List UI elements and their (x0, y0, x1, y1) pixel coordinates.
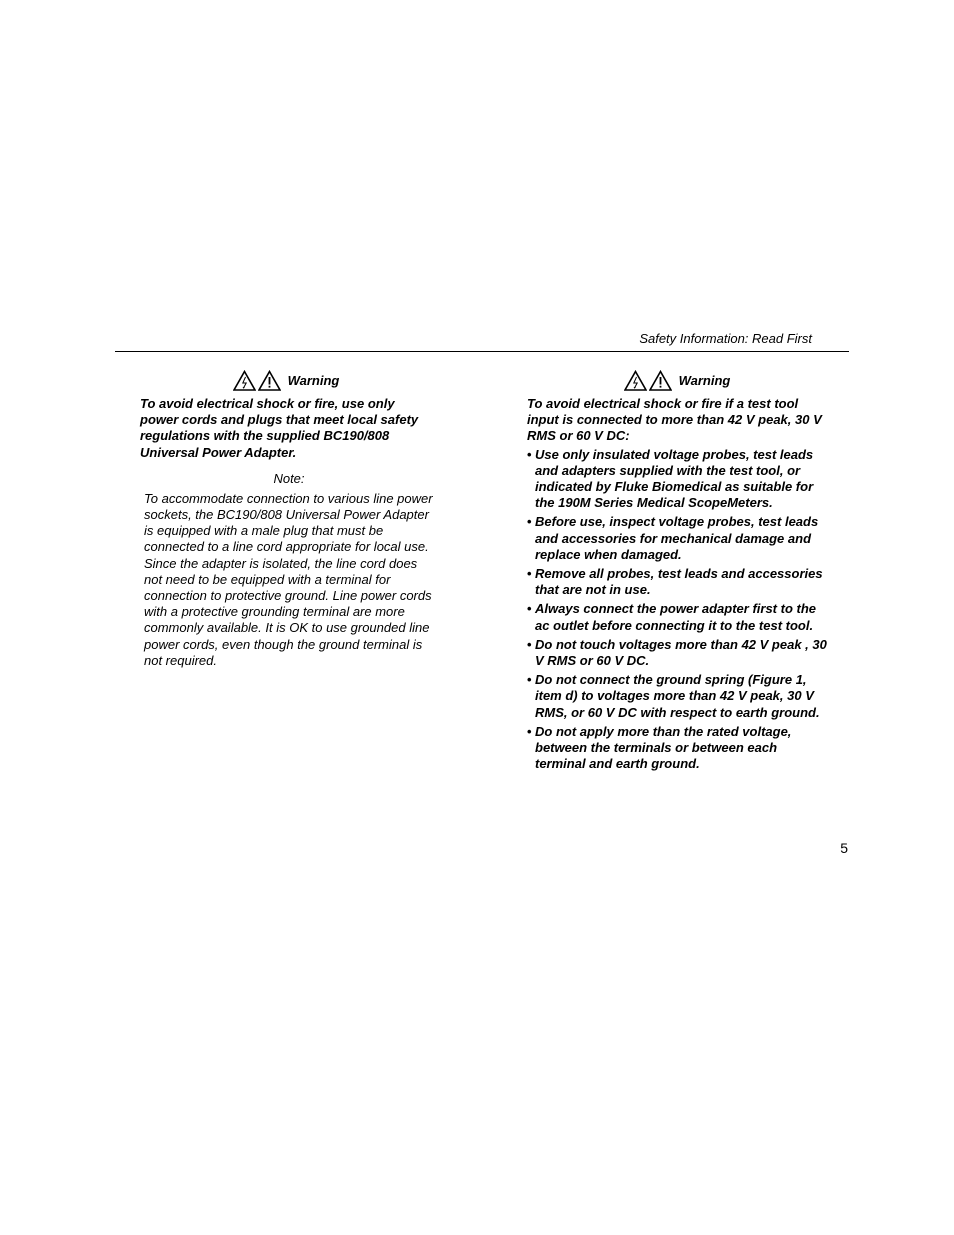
list-item (527, 672, 827, 721)
list-item-text: Do not connect the ground spring (Figure 1, item d) to voltages more than 42 V peak, 30 V RMS, or 60 V DC with respect to earth ground. (535, 672, 820, 720)
warning-title: Warning (287, 372, 340, 388)
warning-bullet-list (527, 447, 827, 773)
list-item (527, 514, 827, 563)
warning-icons (624, 370, 672, 391)
warning-heading (140, 368, 432, 392)
caution-icon (258, 370, 281, 391)
bullet-dot: • (527, 723, 532, 739)
page-number: 5 (840, 840, 848, 856)
bullet-dot: • (527, 446, 532, 462)
warning-heading (527, 368, 827, 392)
list-item-text: Before use, inspect voltage probes, test leads and accessories for mechanical damage and replace when damaged. (535, 514, 819, 562)
right-column (527, 368, 827, 775)
warning-icons (233, 370, 281, 391)
header-rule (115, 351, 849, 352)
list-item-text: Use only insulated voltage probes, test leads and adapters supplied with the test tool, or indicated by Fluke Biomedical as suitable for the 190M Series Medical ScopeMeters. (535, 446, 814, 511)
warning-text: To avoid electrical shock or fire, use only power cords and plugs that meet local safety regulations with the supplied BC190/808 Universal Power Adapter. (140, 396, 419, 460)
warning-intro: To avoid electrical shock or fire if a test tool input is connected to more than 42 V peak, 30 V RMS or 60 V DC: (527, 396, 822, 444)
note-text: To accommodate connection to various line power sockets, the BC190/808 Universal Power Adapter is equipped with a male plug that must be connected to a line cord appropriate for local use. Since the adapter is isolated, the line cord does not need to be equipped with a terminal for connection to protective ground. Line power cords with a protective grounding terminal are more commonly available. It is OK to use grounded line power cords, even though the ground terminal is not required. (144, 490, 433, 668)
bullet-dot: • (527, 601, 532, 617)
list-item-text: Do not touch voltages more than 42 V peak , 30 V RMS or 60 V DC. (535, 636, 827, 669)
bullet-dot: • (527, 636, 532, 652)
electrical-hazard-icon (624, 370, 647, 391)
list-item-text: Remove all probes, test leads and accessories that are not in use. (535, 566, 823, 598)
list-item (527, 724, 827, 773)
electrical-hazard-icon (233, 370, 256, 391)
note-label: Note: (273, 470, 305, 486)
list-item (527, 601, 827, 633)
caution-icon (649, 370, 672, 391)
running-header: Safety Information: Read First (639, 331, 812, 346)
list-item-text: Do not apply more than the rated voltage, between the terminals or between each terminal and earth ground. (535, 723, 792, 772)
bullet-dot: • (527, 514, 532, 530)
list-item-text: Always connect the power adapter first to the ac outlet before connecting it to the test tool. (535, 601, 816, 633)
bullet-dot: • (527, 566, 532, 582)
left-column (140, 368, 432, 669)
list-item (527, 447, 827, 512)
list-item (527, 566, 827, 598)
list-item (527, 637, 827, 669)
warning-title: Warning (678, 372, 731, 388)
bullet-dot: • (527, 672, 532, 688)
